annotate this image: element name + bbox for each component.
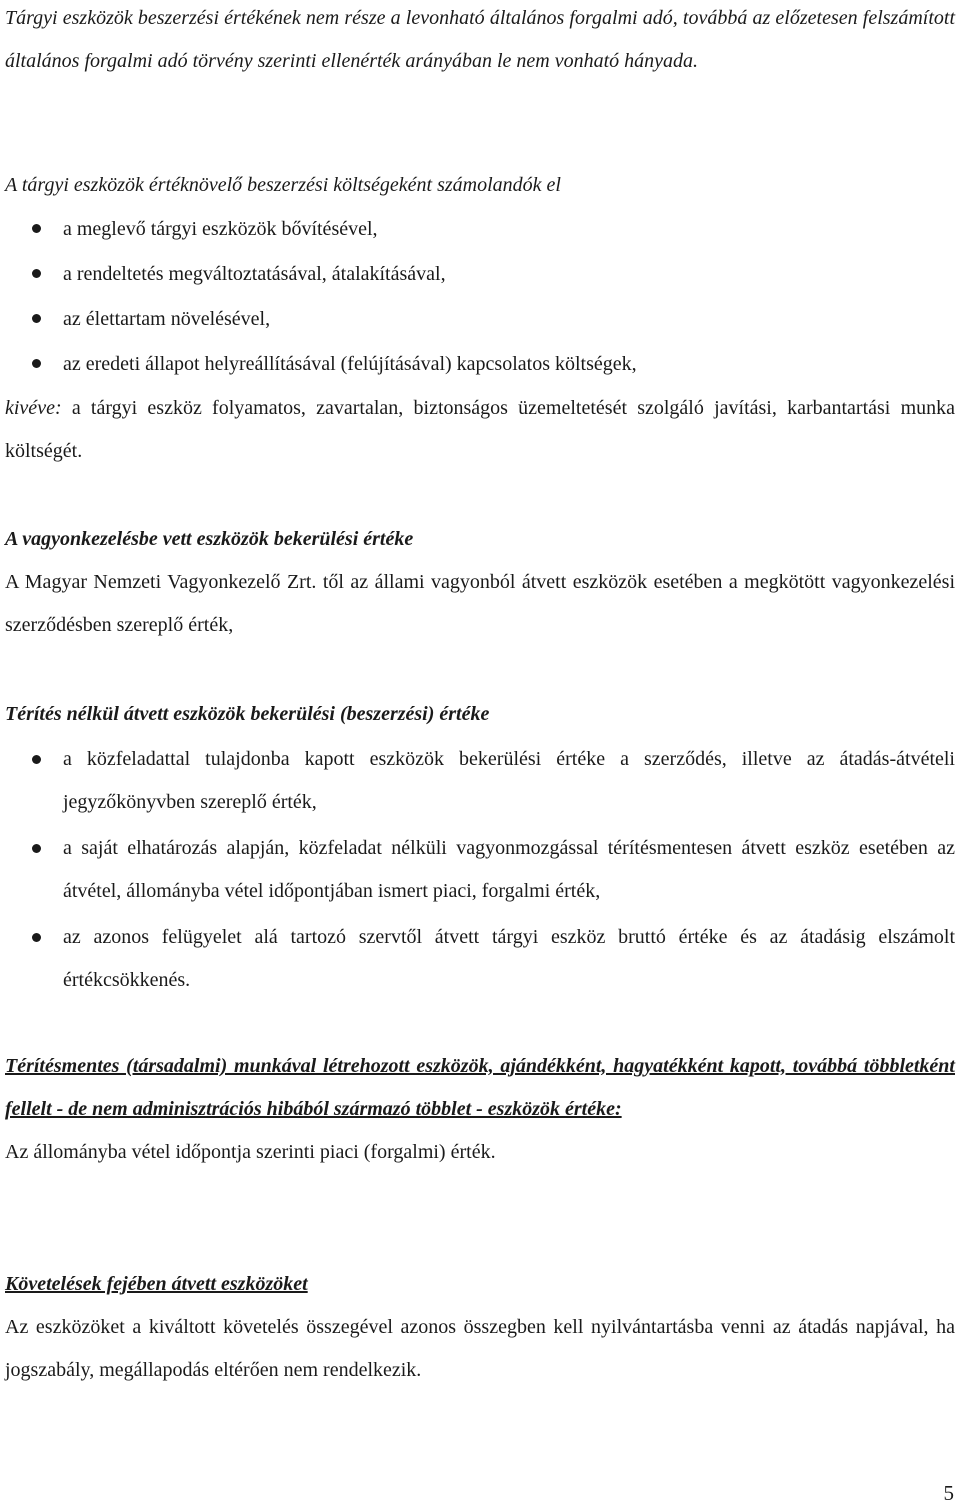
page-number: 5 <box>943 1481 954 1505</box>
receivables-text: Az eszközöket a kiváltott követelés összegével azonos összegben kell nyilvántartásba venni az átadás napjával, ha jogszabály, megállapodás eltérően nem rendelkezik. <box>5 1316 955 1381</box>
receivables-section <box>5 1263 955 1392</box>
exception-paragraph <box>5 387 955 473</box>
free-transfer-list <box>5 738 955 1002</box>
list-item: a rendeltetés megváltoztatásával, átalakításával, <box>5 252 955 297</box>
asset-management-section <box>5 518 955 647</box>
intro-section <box>5 0 955 83</box>
list-item: a meglevő tárgyi eszközök bővítésével, <box>5 207 955 252</box>
free-work-section <box>5 1045 955 1174</box>
free-work-text: Az állományba vétel időpontja szerinti piaci (forgalmi) érték. <box>5 1141 496 1163</box>
intro-paragraph: Tárgyi eszközök beszerzési értékének nem része a levonható általános forgalmi adó, továbbá az előzetesen felszámított általános forgalmi adó törvény szerinti ellenérték arányában le nem vonható hányada. <box>5 7 955 72</box>
asset-management-heading: A vagyonkezelésbe vett eszközök bekerülési értéke <box>5 528 414 550</box>
list-item: a saját elhatározás alapján, közfeladat nélküli vagyonmozgással térítésmentesen átvett eszköz esetében az átvétel, állományba vétel időpontjában ismert piaci, forgalmi érték, <box>5 827 955 913</box>
value-increase-list <box>5 207 955 387</box>
value-increase-section <box>5 164 955 473</box>
list-item: az eredeti állapot helyreállításával (felújításával) kapcsolatos költségek, <box>5 342 955 387</box>
exception-label: kivéve: <box>5 397 62 419</box>
free-transfer-section <box>5 693 955 1002</box>
list-item: az élettartam növelésével, <box>5 297 955 342</box>
asset-management-text: A Magyar Nemzeti Vagyonkezelő Zrt. től az állami vagyonból átvett eszközök esetében a megkötött vagyonkezelési szerződésben szereplő érték, <box>5 571 955 636</box>
value-increase-heading: A tárgyi eszközök értéknövelő beszerzési költségeként számolandók el <box>5 174 561 196</box>
list-item: az azonos felügyelet alá tartozó szervtől átvett tárgyi eszköz bruttó értéke és az átadásig elszámolt értékcsökkenés. <box>5 916 955 1002</box>
free-transfer-heading: Térítés nélkül átvett eszközök bekerülési (beszerzési) értéke <box>5 703 490 725</box>
exception-text: a tárgyi eszköz folyamatos, zavartalan, biztonságos üzemeltetését szolgáló javítási, karbantartási munka költségét. <box>5 397 955 462</box>
list-item: a közfeladattal tulajdonba kapott eszközök bekerülési értéke a szerződés, illetve az átadás-átvételi jegyzőkönyvben szereplő érték, <box>5 738 955 824</box>
receivables-heading: Követelések fejében átvett eszközöket <box>5 1273 308 1295</box>
free-work-heading: Térítésmentes (társadalmi) munkával létrehozott eszközök, ajándékként, hagyatékként kapott, továbbá többletként fellelt - de nem adminisztrációs hibából származó többlet - eszközök értéke: <box>5 1055 955 1120</box>
